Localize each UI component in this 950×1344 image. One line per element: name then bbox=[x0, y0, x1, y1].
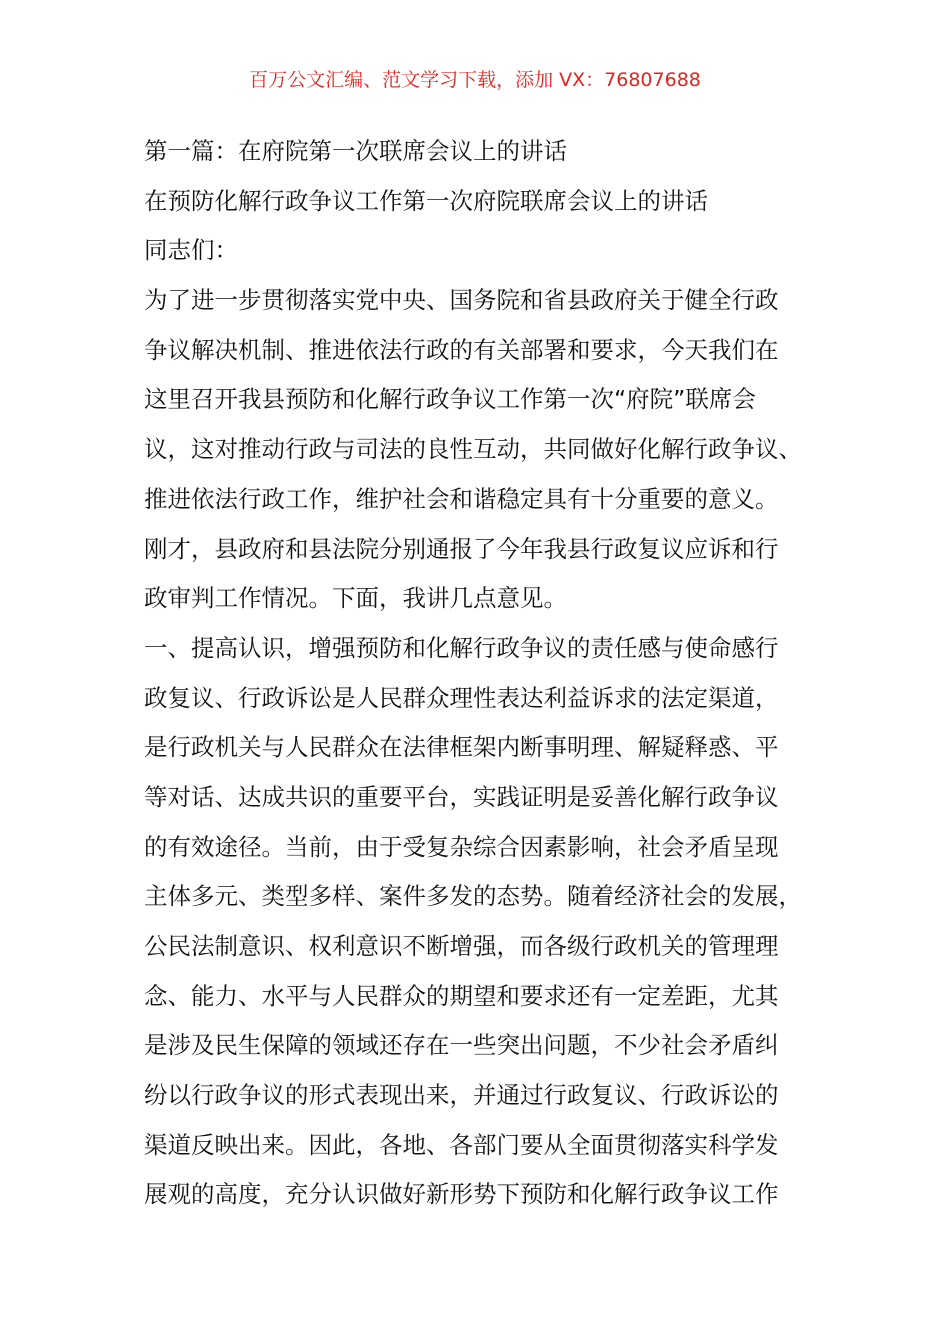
greeting: 同志们： bbox=[144, 236, 238, 265]
text-line: 渠道反映出来。因此，各地、各部门要从全面贯彻落实科学发 bbox=[144, 1130, 779, 1159]
text-line: 争议解决机制、推进依法行政的有关部署和要求，今天我们在 bbox=[144, 335, 779, 364]
text-line: 念、能力、水平与人民群众的期望和要求还有一定差距，尤其 bbox=[144, 981, 779, 1010]
document-title: 第一篇：在府院第一次联席会议上的讲话 bbox=[144, 137, 567, 165]
text-line: 纷以行政争议的形式表现出来，并通过行政复议、行政诉讼的 bbox=[144, 1081, 779, 1110]
text-line: 刚才，县政府和县法院分别通报了今年我县行政复议应诉和行 bbox=[144, 534, 779, 563]
text-line: 是涉及民生保障的领域还存在一些突出问题，不少社会矛盾纠 bbox=[144, 1031, 779, 1060]
text-line: 是行政机关与人民群众在法律框架内断事明理、解疑释惑、平 bbox=[144, 733, 779, 762]
text-line: 这里召开我县预防和化解行政争议工作第一次“府院”联席会 bbox=[144, 385, 756, 414]
text-line: 政审判工作情况。下面，我讲几点意见。 bbox=[144, 584, 567, 613]
text-line: 等对话、达成共识的重要平台，实践证明是妥善化解行政争议 bbox=[144, 782, 779, 811]
watermark-header: 百万公文汇编、范文学习下载，添加 VX：76807688 bbox=[249, 69, 701, 91]
text-line: 展观的高度，充分认识做好新形势下预防和化解行政争议工作 bbox=[144, 1180, 779, 1209]
text-line: 政复议、行政诉讼是人民群众理性表达利益诉求的法定渠道， bbox=[144, 683, 779, 712]
text-line: 公民法制意识、权利意识不断增强，而各级行政机关的管理理 bbox=[144, 932, 779, 960]
text-line: 主体多元、类型多样、案件多发的态势。随着经济社会的发展， bbox=[144, 882, 802, 911]
text-line: 的有效途径。当前，由于受复杂综合因素影响，社会矛盾呈现 bbox=[144, 832, 779, 861]
speech-title: 在预防化解行政争议工作第一次府院联席会议上的讲话 bbox=[144, 186, 708, 215]
document-body bbox=[144, 127, 824, 1220]
text-line: 推进依法行政工作，维护社会和谐稳定具有十分重要的意义。 bbox=[144, 484, 779, 513]
text-line: 为了进一步贯彻落实党中央、国务院和省县政府关于健全行政 bbox=[144, 286, 779, 315]
section-heading-line: 一、提高认识，增强预防和化解行政争议的责任感与使命感行 bbox=[144, 633, 779, 662]
text-line: 议，这对推动行政与司法的良性互动，共同做好化解行政争议、 bbox=[144, 435, 802, 464]
